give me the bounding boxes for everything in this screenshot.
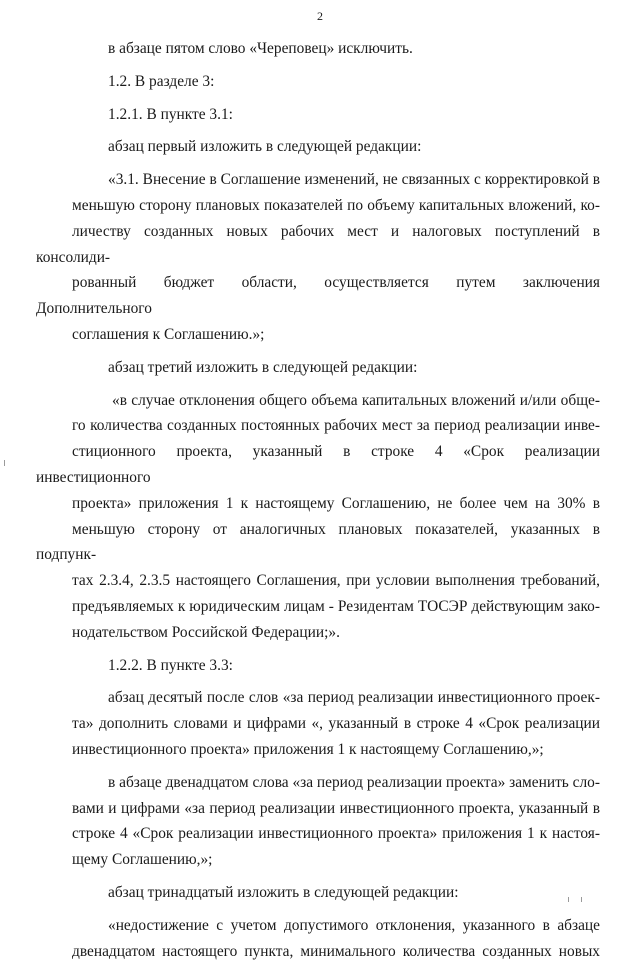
text-line: двенадцатом настоящего пункта, минимального количества созданных новых: [36, 939, 600, 964]
paragraph-twelfth-abzac: [72, 770, 600, 873]
text-line: 1.2. В разделе 3:: [72, 69, 600, 95]
paragraph-thirteenth-abzac-instruction: [72, 880, 600, 906]
text-line: в абзаце пятом слово «Череповец» исключить.: [72, 36, 600, 62]
text-line: абзац третий изложить в следующей редакции:: [72, 355, 600, 381]
text-line: личеству созданных новых рабочих мест и налоговых поступлений в консолиди-: [36, 219, 600, 271]
text-line: абзац тринадцатый изложить в следующей редакции:: [72, 880, 600, 906]
text-line: «3.1. Внесение в Соглашение изменений, не связанных с корректировкой в: [72, 167, 600, 193]
paragraph-section-3-heading: [72, 69, 600, 95]
paragraph-non-achievement-text: [72, 913, 600, 964]
text-line: стиционного проекта, указанный в строке 4 «Срок реализации инвестиционного: [36, 439, 600, 491]
text-line: меньшую сторону плановых показателей по объему капитальных вложений, ко-: [36, 193, 600, 219]
text-line: соглашения к Соглашению.»;: [36, 322, 600, 348]
text-line: инвестиционного проекта» приложения 1 к настоящему Соглашению,»;: [36, 737, 600, 763]
text-line: нодательством Российской Федерации;».: [36, 620, 600, 646]
paragraph-clause-3-3-heading: [72, 653, 600, 679]
paragraph-clause-3-1-heading: [72, 102, 600, 128]
scan-artifact: [4, 460, 5, 466]
text-line: та» дополнить словами и цифрами «, указанный в строке 4 «Срок реализации: [36, 711, 600, 737]
text-line: строке 4 «Срок реализации инвестиционного проекта» приложения 1 к настоя-: [36, 821, 600, 847]
paragraph-tenth-abzac: [72, 685, 600, 762]
text-line: абзац первый изложить в следующей редакции:: [72, 134, 600, 160]
text-line: предъявляемых к юридическим лицам - Резидентам ТОСЭР действующим зако-: [36, 594, 600, 620]
paragraph-first-abzac-instruction: [72, 134, 600, 160]
text-line: проекта» приложения 1 к настоящему Соглашению, не более чем на 30% в: [36, 491, 600, 517]
text-line: в абзаце двенадцатом слова «за период реализации проекта» заменить сло-: [72, 770, 600, 796]
document-body: [72, 36, 600, 964]
text-line: вами и цифрами «за период реализации инвестиционного проекта, указанный в: [36, 796, 600, 822]
text-line: абзац десятый после слов «за период реализации инвестиционного проек-: [72, 685, 600, 711]
paragraph-third-abzac-instruction: [72, 355, 600, 381]
paragraph-clause-3-1-new-text: [72, 167, 600, 348]
paragraph-remove-cherepovets: [72, 36, 600, 62]
scan-artifact: [568, 897, 569, 902]
text-line: 1.2.2. В пункте 3.3:: [72, 653, 600, 679]
scan-artifact: [581, 897, 582, 902]
text-line: тах 2.3.4, 2.3.5 настоящего Соглашения, при условии выполнения требований,: [36, 568, 600, 594]
text-line: рованный бюджет области, осуществляется путем заключения Дополнительного: [36, 270, 600, 322]
text-line: го количества созданных постоянных рабочих мест за период реализации инве-: [36, 413, 600, 439]
paragraph-deviation-text: [72, 388, 600, 646]
text-line: 1.2.1. В пункте 3.1:: [72, 102, 600, 128]
text-line: «недостижение с учетом допустимого отклонения, указанного в абзаце: [72, 913, 600, 939]
text-line: «в случае отклонения общего объема капитальных вложений и/или обще-: [76, 388, 600, 414]
page-number: 2: [0, 9, 640, 24]
text-line: меньшую сторону от аналогичных плановых показателей, указанных в подпунк-: [36, 517, 600, 569]
text-line: щему Соглашению,»;: [36, 847, 600, 873]
